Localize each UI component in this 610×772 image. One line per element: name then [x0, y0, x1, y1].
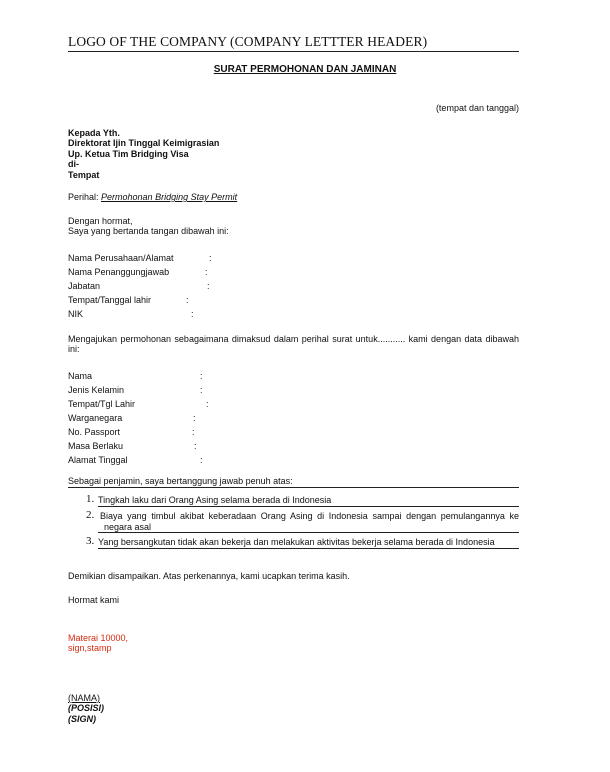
foreigner-field-label: Masa Berlaku: [68, 441, 124, 451]
guarantee-item-number: 1.: [86, 493, 95, 505]
regards: Hormat kami: [68, 595, 120, 605]
guarantee-item-text: Yang bersangkutan tidak akan bekerja dan melakukan aktivitas bekerja selama berada di Indonesia: [98, 537, 495, 547]
place-and-date: (tempat dan tanggal): [435, 103, 519, 113]
foreigner-field-label: Alamat Tinggal: [68, 455, 128, 465]
subject-value: Permohonan Bridging Stay Permit: [101, 192, 238, 202]
guarantee-underline: [68, 487, 519, 488]
greeting-block: [68, 216, 229, 237]
guarantee-item-underline: [98, 548, 519, 549]
signer-name: (NAMA): [68, 693, 100, 703]
greeting-line-1: Dengan hormat,: [68, 216, 133, 226]
foreigner-field-colon: :: [200, 385, 203, 395]
foreigner-field-label: No. Passport: [68, 427, 121, 437]
signer-field-label: Tempat/Tanggal lahir: [68, 295, 152, 305]
signer-position: (POSISI): [68, 703, 105, 714]
foreigner-field-label: Nama: [68, 371, 93, 381]
greeting-line-2: Saya yang bertanda tangan dibawah ini:: [68, 226, 229, 237]
foreigner-field-colon: :: [193, 413, 196, 423]
signer-field-colon: :: [209, 253, 212, 263]
foreigner-field-colon: :: [206, 399, 209, 409]
signer-field-colon: :: [207, 281, 210, 291]
signer-field-colon: :: [191, 309, 194, 319]
signer-field-colon: :: [186, 295, 189, 305]
letter-title: SURAT PERMOHONAN DAN JAMINAN: [213, 64, 397, 75]
foreigner-field-label: Jenis Kelamin: [68, 385, 125, 395]
guarantee-item-number: 3.: [86, 535, 95, 547]
guarantee-item-number: 2.: [86, 509, 95, 521]
signer-field-colon: :: [205, 267, 208, 277]
foreigner-field-colon: :: [194, 441, 197, 451]
stamp-placeholder: [68, 633, 128, 654]
recipient-line-4: di-: [68, 159, 79, 170]
request-line-2: ini:: [68, 344, 80, 355]
foreigner-field-colon: :: [200, 371, 203, 381]
guarantee-item-text-continued: negara asal: [104, 522, 152, 532]
recipient-line-2: Direktorat Ijin Tinggal Keimigrasian: [68, 138, 220, 149]
recipient-line-3: Up. Ketua Tim Bridging Visa: [68, 148, 189, 159]
guarantee-item-text: Tingkah laku dari Orang Asing selama berada di Indonesia: [98, 495, 332, 505]
signer-field-label: Jabatan: [68, 281, 101, 291]
signer-field-label: NIK: [68, 309, 84, 319]
signer-field-label: Nama Perusahaan/Alamat: [68, 253, 174, 263]
request-paragraph: [68, 334, 519, 355]
guarantee-item-underline: [98, 506, 519, 507]
foreigner-field-colon: :: [192, 427, 195, 437]
signer-sign: (SIGN): [68, 713, 96, 724]
closing-sentence: Demikian disampaikan. Atas perkenannya, kami ucapkan terima kasih.: [68, 571, 350, 581]
company-letter-header: LOGO OF THE COMPANY (COMPANY LETTTER HEADER): [68, 34, 519, 52]
subject-label: Perihal:: [68, 192, 99, 202]
recipient-line-5: Tempat: [68, 169, 100, 180]
subject-line: [68, 192, 237, 202]
foreigner-field-colon: :: [200, 455, 203, 465]
foreigner-field-label: Warganegara: [68, 413, 123, 423]
signature-block: [68, 693, 104, 724]
request-line-1: Mengajukan permohonan sebagaimana dimaksud dalam perihal surat untuk........... kami dengan data dibawah: [68, 334, 519, 344]
foreigner-field-label: Tempat/Tgl Lahir: [68, 399, 136, 409]
recipient-block: [68, 128, 219, 180]
stamp-line-1: Materai 10000,: [68, 633, 129, 643]
signer-field-label: Nama Penanggungjawab: [68, 267, 170, 277]
recipient-line-1: Kepada Yth.: [68, 128, 120, 138]
guarantee-item-text: Biaya yang timbul akibat keberadaan Orang Asing di Indonesia sampai dengan pemulangannya ke: [100, 511, 519, 521]
guarantee-item-underline: [98, 532, 519, 533]
stamp-line-2: sign,stamp: [68, 643, 112, 654]
guarantee-intro: Sebagai penjamin, saya bertanggung jawab penuh atas:: [68, 476, 293, 486]
